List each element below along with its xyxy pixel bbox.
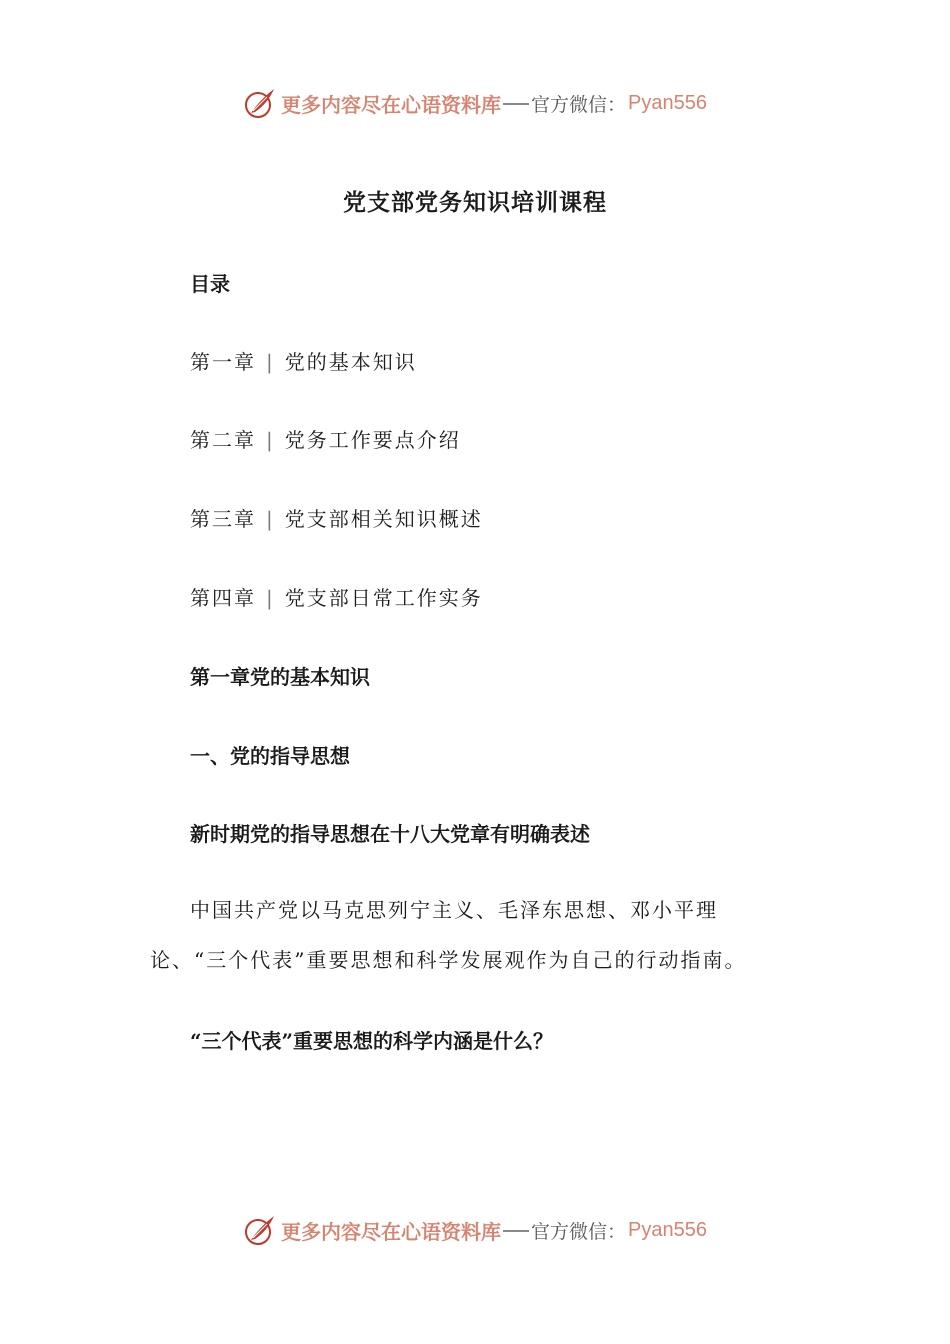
watermark-wechat-id: Pyan556 [628, 91, 707, 114]
body-paragraph: 中国共产党以马克思列宁主义、毛泽东思想、邓小平理论、“三个代表”重要思想和科学发展观作为自己的行动指南。 [150, 898, 747, 972]
watermark-official-label: 官方微信： [531, 93, 627, 116]
toc-chapter-title: 党支部日常工作实务 [284, 586, 483, 610]
watermark-banner-top [0, 83, 950, 123]
toc-chapter-title: 党支部相关知识概述 [284, 507, 483, 531]
watermark-official-label: 官方微信： [531, 1220, 627, 1243]
question-heading: “三个代表”重要思想的科学内涵是什么？ [190, 1029, 554, 1053]
toc-item-1 [190, 346, 417, 375]
section-1-heading: 一、党的指导思想 [190, 744, 350, 768]
toc-separator: | [266, 350, 275, 374]
watermark-dash [503, 103, 529, 105]
toc-heading: 目录 [190, 272, 230, 296]
watermark-wechat-id: Pyan556 [628, 1218, 707, 1241]
document-title: 党支部党务知识培训课程 [343, 189, 607, 216]
watermark-banner-bottom [0, 1210, 950, 1250]
toc-chapter-label: 第一章 [190, 350, 256, 374]
toc-chapter-title: 党务工作要点介绍 [284, 428, 461, 452]
section-subheading: 新时期党的指导思想在十八大党章有明确表述 [190, 822, 590, 846]
toc-chapter-title: 党的基本知识 [284, 350, 417, 374]
quill-pen-icon [243, 86, 277, 120]
toc-separator: | [266, 428, 275, 452]
toc-chapter-label: 第四章 [190, 586, 256, 610]
toc-separator: | [266, 507, 275, 531]
watermark-brand: 更多内容尽在心语资料库 [281, 92, 501, 117]
toc-item-4 [190, 582, 483, 611]
toc-item-3 [190, 503, 483, 532]
toc-separator: | [266, 586, 275, 610]
chapter-1-heading: 第一章党的基本知识 [190, 665, 370, 689]
watermark-dash [503, 1230, 529, 1232]
toc-item-2 [190, 424, 461, 453]
toc-chapter-label: 第二章 [190, 428, 256, 452]
watermark-brand: 更多内容尽在心语资料库 [281, 1219, 501, 1244]
quill-pen-icon [243, 1213, 277, 1247]
toc-chapter-label: 第三章 [190, 507, 256, 531]
